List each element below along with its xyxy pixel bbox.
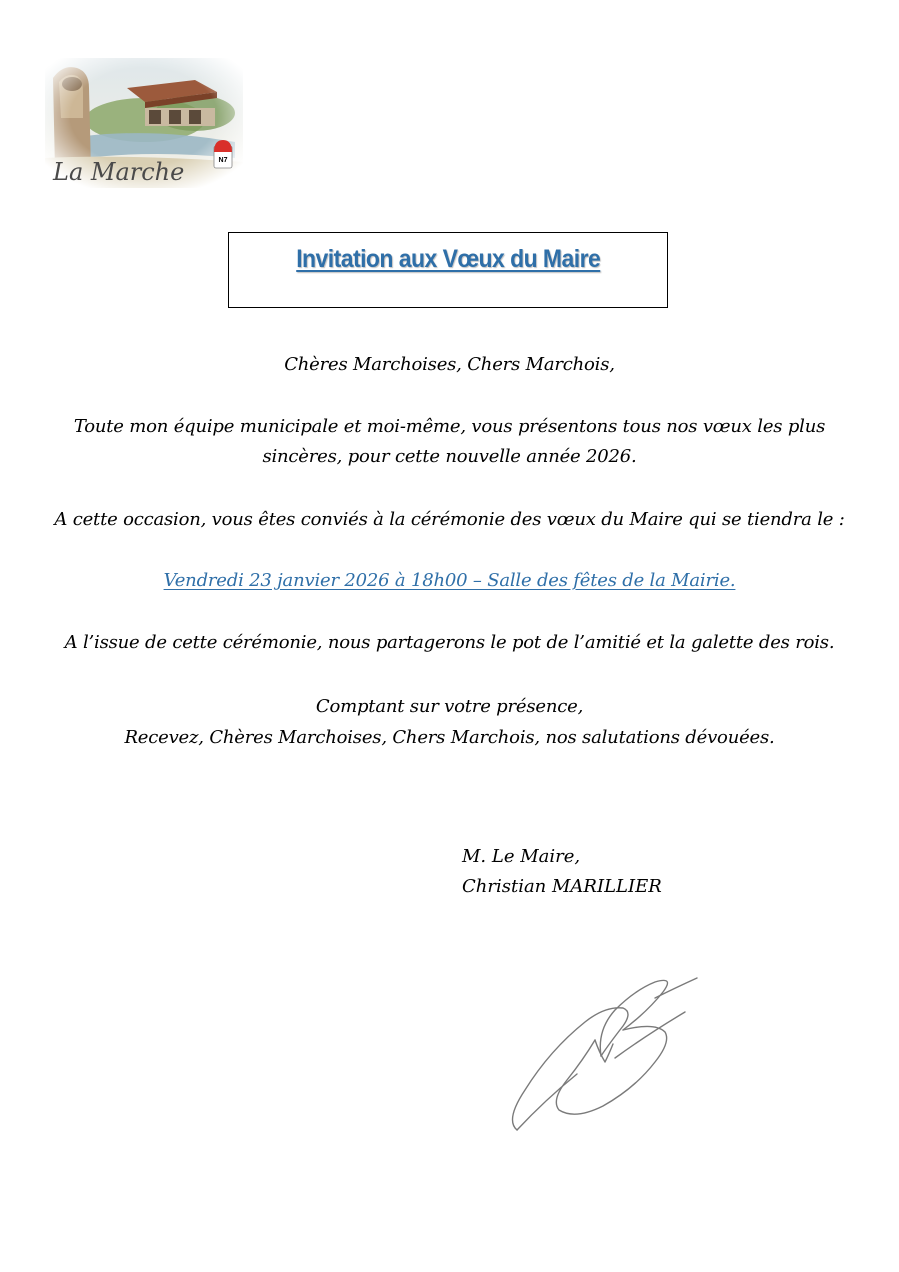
logo-sign-text: N7: [218, 157, 228, 164]
closing-line-1: Comptant sur votre présence,: [315, 696, 584, 717]
invitation-line: A cette occasion, vous êtes conviés à la cérémonie des vœux du Maire qui se tiendra le :: [54, 509, 845, 530]
signatory-name: Christian MARILLIER: [462, 876, 662, 897]
logo-text: La Marche: [53, 158, 185, 186]
title-box: [228, 232, 668, 308]
signatory-role: M. Le Maire,: [462, 846, 581, 867]
page-title: Invitation aux Vœux du Maire: [295, 245, 601, 273]
handwritten-signature: [505, 970, 705, 1140]
greeting: Chères Marchoises, Chers Marchois,: [284, 354, 615, 375]
after-ceremony-line: A l’issue de cette cérémonie, nous partagerons le pot de l’amitié et la galette des rois.: [64, 632, 835, 653]
wishes-line-2: sincères, pour cette nouvelle année 2026.: [262, 446, 637, 467]
municipal-logo: [45, 58, 243, 188]
event-details: Vendredi 23 janvier 2026 à 18h00 – Salle des fêtes de la Mairie.: [163, 570, 736, 591]
closing-line-2: Recevez, Chères Marchoises, Chers Marchois, nos salutations dévouées.: [124, 727, 775, 748]
wishes-line-1: Toute mon équipe municipale et moi-même, vous présentons tous nos vœux les plus: [73, 416, 826, 437]
